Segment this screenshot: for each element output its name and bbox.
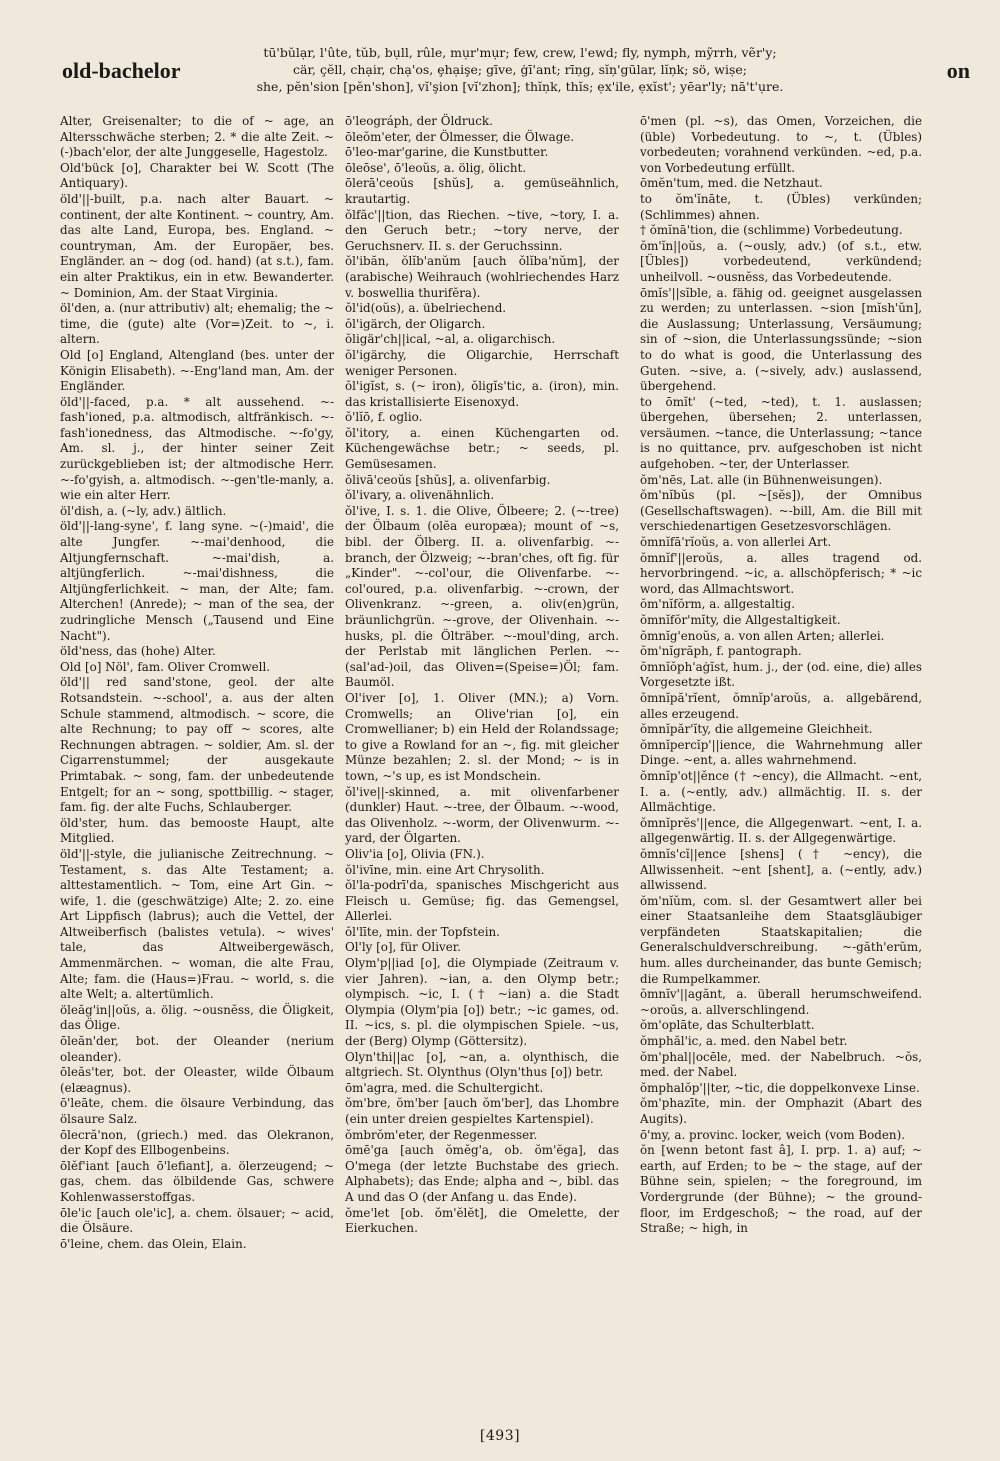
dictionary-entry: ŏl'la-podrī'da, spanisches Mischgericht aus Fleisch u. Gemüse; fig. das Gemengsel, Allerlei. xyxy=(345,878,619,924)
dictionary-entry: öld'|| red sand'stone, geol. der alte Rotsandstein. ~-school', a. aus der alten Schule stammend, altmodisch. ~ score, die alte Rechnung; to pay off ~ scores, alte Rechnungen abtragen. ~ soldier, Am. sl. der Cigarrenstummel; der ausgekaute Primtabak. ~ song, fam. der unbedeutende Entgelt; for an ~ song, spottbillig. ~ stager, fam. fig. der alte Fuchs, Schlauberger. xyxy=(60,675,334,815)
dictionary-entry: ŏl'igärchy, die Oligarchie, Herrschaft weniger Personen. xyxy=(345,347,619,378)
dictionary-entry: Olym'p||iad [o], die Olympiade (Zeitraum v. vier Jahren). ~ian, a. den Olymp betr.; olympisch. ~ic, I. († ~ian) a. die Stadt Olympia (Olym'pia [o]) betr.; ~ic games, od. II. ~ics, s. pl. die olympischen Spiele. ~us, der (Berg) Olymp (Göttersitz). xyxy=(345,956,619,1049)
dictionary-entry: ōm'agra, med. die Schultergicht. xyxy=(345,1080,544,1095)
dictionary-entry: ō'leo-mar'garine, die Kunstbutter. xyxy=(345,145,549,160)
page-header xyxy=(0,0,1000,110)
dictionary-entry: ŏligär'ch||ical, ~al, a. oligarchisch. xyxy=(345,332,556,347)
dictionary-entry: ōlecră'non, (griech.) med. das Olekranon, der Kopf des Ellbogenbeins. xyxy=(60,1127,334,1158)
dictionary-entry: ŏmnĭv'||agănt, a. überall herumschweifend. ~oroŭs, a. allverschlingend. xyxy=(640,987,922,1017)
dictionary-entry: ŏmnĭpercĭp'||ience, die Wahrnehmung aller Dinge. ~ent, a. alles wahrnehmend. xyxy=(640,737,922,768)
dictionary-entry: ōleŏm'eter, der Ölmesser, die Ölwage. xyxy=(345,129,575,144)
dictionary-entry: öld'ness, das (hohe) Alter. xyxy=(60,644,216,659)
dictionary-entry: ŏm'bre, ŏm'ber [auch ŏm'ber], das Lhombre (ein unter dreien gespieltes Kartenspiel). xyxy=(345,1096,619,1126)
dictionary-entry: ō'leine, chem. das Olein, Elain. xyxy=(60,1236,247,1251)
dictionary-entry: ŏl'itory, a. einen Küchengarten od. Küchengewächse betr.; ~ seeds, pl. Gemüsesamen. xyxy=(345,425,619,472)
dictionary-entry: ōle'ic [auch ole'ic], a. chem. ölsauer; ~ acid, die Ölsäure. xyxy=(60,1205,334,1236)
dictionary-entry: ŏm'nĭfŏrm, a. allgestaltig. xyxy=(640,597,795,612)
dictionary-entry: Alter, Greisenalter; to die of ~ age, an Altersschwäche sterben; 2. * die alte Zeit. ~(-)bach'elor, der alte Junggeselle, Hagestolz. xyxy=(60,114,334,160)
column-2 xyxy=(345,114,619,1237)
dictionary-entry: ŏmnĭg'enoŭs, a. von allen Arten; allerlei. xyxy=(640,628,885,643)
pronunciation-key-line-1: tū'bŭlạr, l'ûte, tŭb, bụll, rûle, mụr'mụr; few, crew, l'ewd; fly, nymph, mỹrrh, vẽr'y; xyxy=(263,45,777,60)
dictionary-entry: ōleăn'der, bot. der Oleander (nerium oleander). xyxy=(60,1034,334,1064)
dictionary-entry: Old'bück [o], Charakter bei W. Scott (The Antiquary). xyxy=(60,160,334,191)
dictionary-entry: öld'||-style, die julianische Zeitrechnung. ~ Testament, s. das Alte Testament; a. alttestamentlich. ~ Tom, eine Art Gin. ~ wife, 1. die (geschwätzige) Alte; 2. zo. eine Art Lippfisch (labrus); auch die Vettel, der Altweiberfisch (balistes vetula). ~ wives' tale, das Altweibergewäsch, Ammenmärchen. ~ woman, die alte Frau, Alte; fam. die (Haus=)Frau. ~ world, s. die alte Welt; a. altertümlich. xyxy=(60,846,334,1002)
dictionary-entry: ŏmnĭŏph'aġĭst, hum. j., der (od. eine, die) alles Vorgesetzte ißt. xyxy=(640,659,922,690)
dictionary-entry: öleăg'in||oŭs, a. ölig. ~ousnĕss, die Öligkeit, das Ölige. xyxy=(60,1002,334,1033)
dictionary-entry: öl'den, a. (nur attributiv) alt; ehemalig; the ~ time, die (gute) alte (Vor=)Zeit. to ~, i. altern. xyxy=(60,301,334,347)
dictionary-entry: Olyn'thi||ac [o], ~an, a. olynthisch, die altgriech. St. Olynthus (Olyn'thus [o]) betr. xyxy=(345,1049,619,1080)
dictionary-entry: Oliv'ia [o], Olivia (FN.). xyxy=(345,846,485,861)
dictionary-entry: ŏm'nĭbŭs (pl. ~[sĕs]), der Omnibus (Gesellschaftswagen). ~-bill, Am. die Bill mit verschiedenartigen Gesetzesvorschlägen. xyxy=(640,488,922,534)
dictionary-entry: ŏmnĭf'||eroŭs, a. alles tragend od. hervorbringend. ~ic, a. allschöpferisch; * ~ic word, das Allmachtswort. xyxy=(640,550,922,596)
dictionary-entry: † ŏmĭnā'tion, die (schlimme) Vorbedeutung. xyxy=(640,223,903,238)
dictionary-entry: ŏm'nĭŭm, com. sl. der Gesamtwert aller bei einer Staatsanleihe dem Staatsgläubiger verpfändeten Staatskapitalien; die Generalschuldverschreibung. ~-găth'erŭm, hum. alles durcheinander, das bunte Gemisch; die Rumpelkammer. xyxy=(640,893,922,986)
dictionary-entry: ŏmnĭfā'rĭoŭs, a. von allerlei Art. xyxy=(640,535,832,550)
dictionary-entry: ŏ'lĭō, f. oglio. xyxy=(345,410,423,425)
dictionary-entry: ŏl'ive||-skinned, a. mit olivenfarbener (dunkler) Haut. ~-tree, der Ölbaum. ~-wood, das Olivenholz. ~-worm, der Olivenwurm. ~-yard, der Ölgarten. xyxy=(345,784,619,846)
dictionary-entry: ŏlfăc'||tion, das Riechen. ~tive, ~tory, I. a. den Geruch betr.; ~tory nerve, der Geruchsnerv. II. s. der Geruchssinn. xyxy=(345,207,619,253)
pronunciation-key-line-2: cär, çĕll, chạir, chạ'os, ȩhạişe; gīve, ġī'ant; rīņg, sĭņ'gūlar, lĭņk; sö, wiṣe; xyxy=(292,62,747,77)
dictionary-entry: ōleōse', ō'leoŭs, a. ölig, ölicht. xyxy=(345,160,527,175)
dictionary-entry: Old [o] Nöl', fam. Oliver Cromwell. xyxy=(60,659,271,674)
column-3 xyxy=(640,114,922,1237)
dictionary-entry: ŏmnĭpă'rĭent, ŏmnĭp'aroŭs, a. allgebärend, alles erzeugend. xyxy=(640,690,922,721)
dictionary-entry: ŏmnĭs'cĭ||ence [shens] († ~ency), die Allwissenheit. ~ent [shent], a. (~ently, adv.) allwissend. xyxy=(640,846,922,893)
dictionary-entry: to ŏm'ĭnāte, t. (Übles) verkünden; (Schlimmes) ahnen. xyxy=(640,191,922,222)
dictionary-entry: ŏl'līte, min. der Topfstein. xyxy=(345,924,500,939)
dictionary-entry: ŏmnĭp'ot||ĕnce († ~ency), die Allmacht. ~ent, I. a. (~ently, adv.) allmächtig. II. s. der Allmächtige. xyxy=(640,768,922,815)
dictionary-entry: ŏmbrŏm'eter, der Regenmesser. xyxy=(345,1127,538,1142)
dictionary-entry: ŏm'nēs, Lat. alle (in Bühnenweisungen). xyxy=(640,472,883,487)
dictionary-entry: öl'dish, a. (~ly, adv.) ältlich. xyxy=(60,503,227,518)
dictionary-entry: ō'men (pl. ~s), das Omen, Vorzeichen, die (üble) Vorbedeutung. to ~, t. (Übles) vorbedeuten; vorahnend verkünden. ~ed, p.a. von Vorbedeutung erfüllt. xyxy=(640,114,922,175)
dictionary-entry: ŏl'igĭst, s. (~ iron), ŏligĭs'tic, a. (iron), min. das kristallisierte Eisenoxyd. xyxy=(345,379,619,409)
dictionary-entry: ōleăs'ter, bot. der Oleaster, wilde Ölbaum (elæagnus). xyxy=(60,1065,334,1095)
dictionary-entry: Ol'ly [o], für Oliver. xyxy=(345,940,461,955)
dictionary-entry: öld'ster, hum. das bemooste Haupt, alte Mitglied. xyxy=(60,815,334,846)
guide-word-left: old-bachelor xyxy=(62,58,181,83)
dictionary-entry: ō'leāte, chem. die ölsaure Verbindung, das ölsaure Salz. xyxy=(60,1096,334,1126)
dictionary-entry: Ol'iver [o], 1. Oliver (MN.); a) Vorn. Cromwells; an Olive'rian [o], ein Cromwellianer; b) ein Held der Rolandssage; to give a Rowland for an ~, fig. mit gleicher Münze bezahlen; 2. sl. der Mond; ~ is in town, ~'s up, es ist Mondschein. xyxy=(345,690,619,783)
dictionary-entry: ōlerā'ceoŭs [shŭs], a. gemüseähnlich, krautartig. xyxy=(345,176,619,206)
dictionary-entry: ōmē'ga [auch ŏmĕg'a, ob. ŏm'ĕga], das O'mega (der letzte Buchstabe des griech. Alphabets); das Ende; alpha and ~, bibl. das A und das O (der Anfang u. das Ende). xyxy=(345,1143,619,1204)
dictionary-entry: ŏm'phal||ocēle, med. der Nabelbruch. ~ŏs, med. der Nabel. xyxy=(640,1049,922,1080)
dictionary-entry: ŏm'phazīte, min. der Omphazit (Abart des Augits). xyxy=(640,1096,922,1126)
dictionary-entry: Old [o] England, Altengland (bes. unter der Königin Elisabeth). ~-Eng'land man, Am. der Engländer. xyxy=(60,347,334,394)
dictionary-entry: ŏm'ĭn||oŭs, a. (~ously, adv.) (of s.t., etw. [Übles]) vorbedeutend, verkündend; unheilvoll. ~ousnĕss, das Vorbedeutende. xyxy=(640,238,922,284)
dictionary-entry: ŏmphalŏp'||ter, ~tic, die doppelkonvexe Linse. xyxy=(640,1080,920,1095)
dictionary-entry: ō'leográph, der Öldruck. xyxy=(345,114,493,128)
dictionary-entry: ŏl'igärch, der Oligarch. xyxy=(345,316,486,331)
dictionary-entry: ŏl'ivary, a. olivenähnlich. xyxy=(345,488,495,503)
dictionary-entry: ŏm'nĭgrăph, f. pantograph. xyxy=(640,644,802,659)
guide-word-right: on xyxy=(946,58,970,83)
dictionary-entry: to ōmĭt' (~ted, ~ted), t. 1. auslassen; übergehen, übersehen; 2. unterlassen, versäumen. ~tance, die Unterlassung; ~tance is no quittance, prv. aufgeschoben ist nicht aufgehoben. ~ter, der Unterlasser. xyxy=(640,394,922,472)
dictionary-entry: ŏlivā'ceoŭs [shŭs], a. olivenfarbig. xyxy=(345,472,551,487)
page-number: [493] xyxy=(479,1428,521,1444)
dictionary-entry: ŏl'ive, I. s. 1. die Olive, Ölbeere; 2. (~-tree) der Ölbaum (olĕa europæa); mount of ~s, bibl. der Ölberg. II. a. olivenfarbig. ~-branch, der Ölzweig; ~-bran'ches, oft fig. für „Kinder". ~-col'our, die Olivenfarbe. ~-col'oured, p.a. olivenfarbig. ~-crown, der Olivenkranz. ~-green, a. oliv(en)grün, bräunlichgrün. ~-grove, der Olivenhain. ~-husks, pl. die Ölträber. ~-moul'ding, arch. der Perlstab mit länglichen Perlen. ~-(sal'ad-)oil, das Oliven=(Speise=)Öl; fam. Baumöl. xyxy=(345,503,619,690)
dictionary-entry: ŏmnĭprĕs'||ence, die Allgegenwart. ~ent, I. a. allgegenwärtig. II. s. der Allgegenwärtige. xyxy=(640,815,922,846)
dictionary-entry: ō'my, a. provinc. locker, weich (vom Boden). xyxy=(640,1127,906,1142)
dictionary-entry: ŏl'ibăn, ŏlĭb'anŭm [auch ŏlĭba'nŭm], der (arabische) Weihrauch (wohlriechendes Harz v. boswellia thurifĕra). xyxy=(345,254,619,300)
dictionary-entry: ōmĭs'||sĭble, a. fähig od. geeignet ausgelassen zu werden; zu unterlassen. ~sion [mĭsh'ŭn], die Auslassung; Unterlassung, Versäumung; sin of ~sion, die Unterlassungssünde; ~sion to do what is good, die Unterlassung des Guten. ~sive, a. (~sively, adv.) auslassend, übergehend. xyxy=(640,285,922,394)
dictionary-entry: ŏmnĭpăr'ĭty, die allgemeine Gleichheit. xyxy=(640,722,873,737)
dictionary-entry: ōmĕn'tum, med. die Netzhaut. xyxy=(640,176,823,191)
dictionary-entry: öld'||-built, p.a. nach alter Bauart. ~ continent, der alte Kontinent. ~ country, Am. das alte Land, Europa, bes. England. ~ countryman, Am. der Europäer, bes. Engländer. an ~ dog (od. hand) (at s.t.), fam. ein alter Praktikus, ein in etw. Bewanderter. ~ Dominion, Am. der Staat Virginia. xyxy=(60,191,334,300)
dictionary-entry: öld'||-faced, p.a. * alt aussehend. ~-fash'ioned, p.a. altmodisch, altfränkisch. ~-fash'ionedness, das Altmodische. ~-fo'gy, Am. sl. j., der hinter seiner Zeit zurückgeblieben ist; der altmodische Herr. ~-fo'gyish, a. altmodisch. ~-gen'tle-manly, a. wie ein alter Herr. xyxy=(60,394,334,503)
dictionary-entry: ŏm'oplāte, das Schulterblatt. xyxy=(640,1018,815,1033)
dictionary-entry: ŏl'ivīne, min. eine Art Chrysolith. xyxy=(345,862,545,877)
dictionary-entry: ŏme'let [ob. ŏm'ĕlĕt], die Omelette, der Eierkuchen. xyxy=(345,1205,619,1236)
dictionary-entry: ōlĕf'iant [auch ō'lefiant], a. ölerzeugend; ~ gas, chem. das ölbildende Gas, schwere Kohlenwasserstoffgas. xyxy=(60,1158,334,1204)
pronunciation-key-line-3: she, pĕn'sion [pĕn'shon], vĭ'şion [vĭ'zhon]; thĭņk, thĭs; ẹx'ile, ẹxĭst'; yēar'ly; nā't'ụre. xyxy=(256,79,784,94)
dictionary-entry: ŏmphăl'ic, a. med. den Nabel betr. xyxy=(640,1034,848,1049)
dictionary-entry: öld'||-lang-syne', f. lang syne. ~(-)maid', die alte Jungfer. ~-mai'denhood, die Altjungfernschaft. ~-mai'dish, a. altjüngferlich. ~-mai'dishness, die Altjüngferlichkeit. ~ man, der Alte; fam. Alterchen! (Anrede); ~ man of the sea, der zudringliche Mensch („Tausend und Eine Nacht"). xyxy=(60,519,334,643)
dictionary-entry: ŏl'id(oŭs), a. übelriechend. xyxy=(345,301,507,316)
dictionary-entry: ŏn [wenn betont fast â], I. prp. 1. a) auf; ~ earth, auf Erden; to be ~ the stage, auf der Bühne sein, spielen; ~ the foreground, im Vordergrunde (der Bühne); ~ the ground-floor, im Erdgeschoß; ~ the road, auf der Straße; ~ high, in xyxy=(640,1143,922,1236)
column-1 xyxy=(60,114,334,1252)
pronunciation-key xyxy=(200,44,840,95)
dictionary-entry: ŏmnĭfŏr'mĭty, die Allgestaltigkeit. xyxy=(640,613,841,627)
